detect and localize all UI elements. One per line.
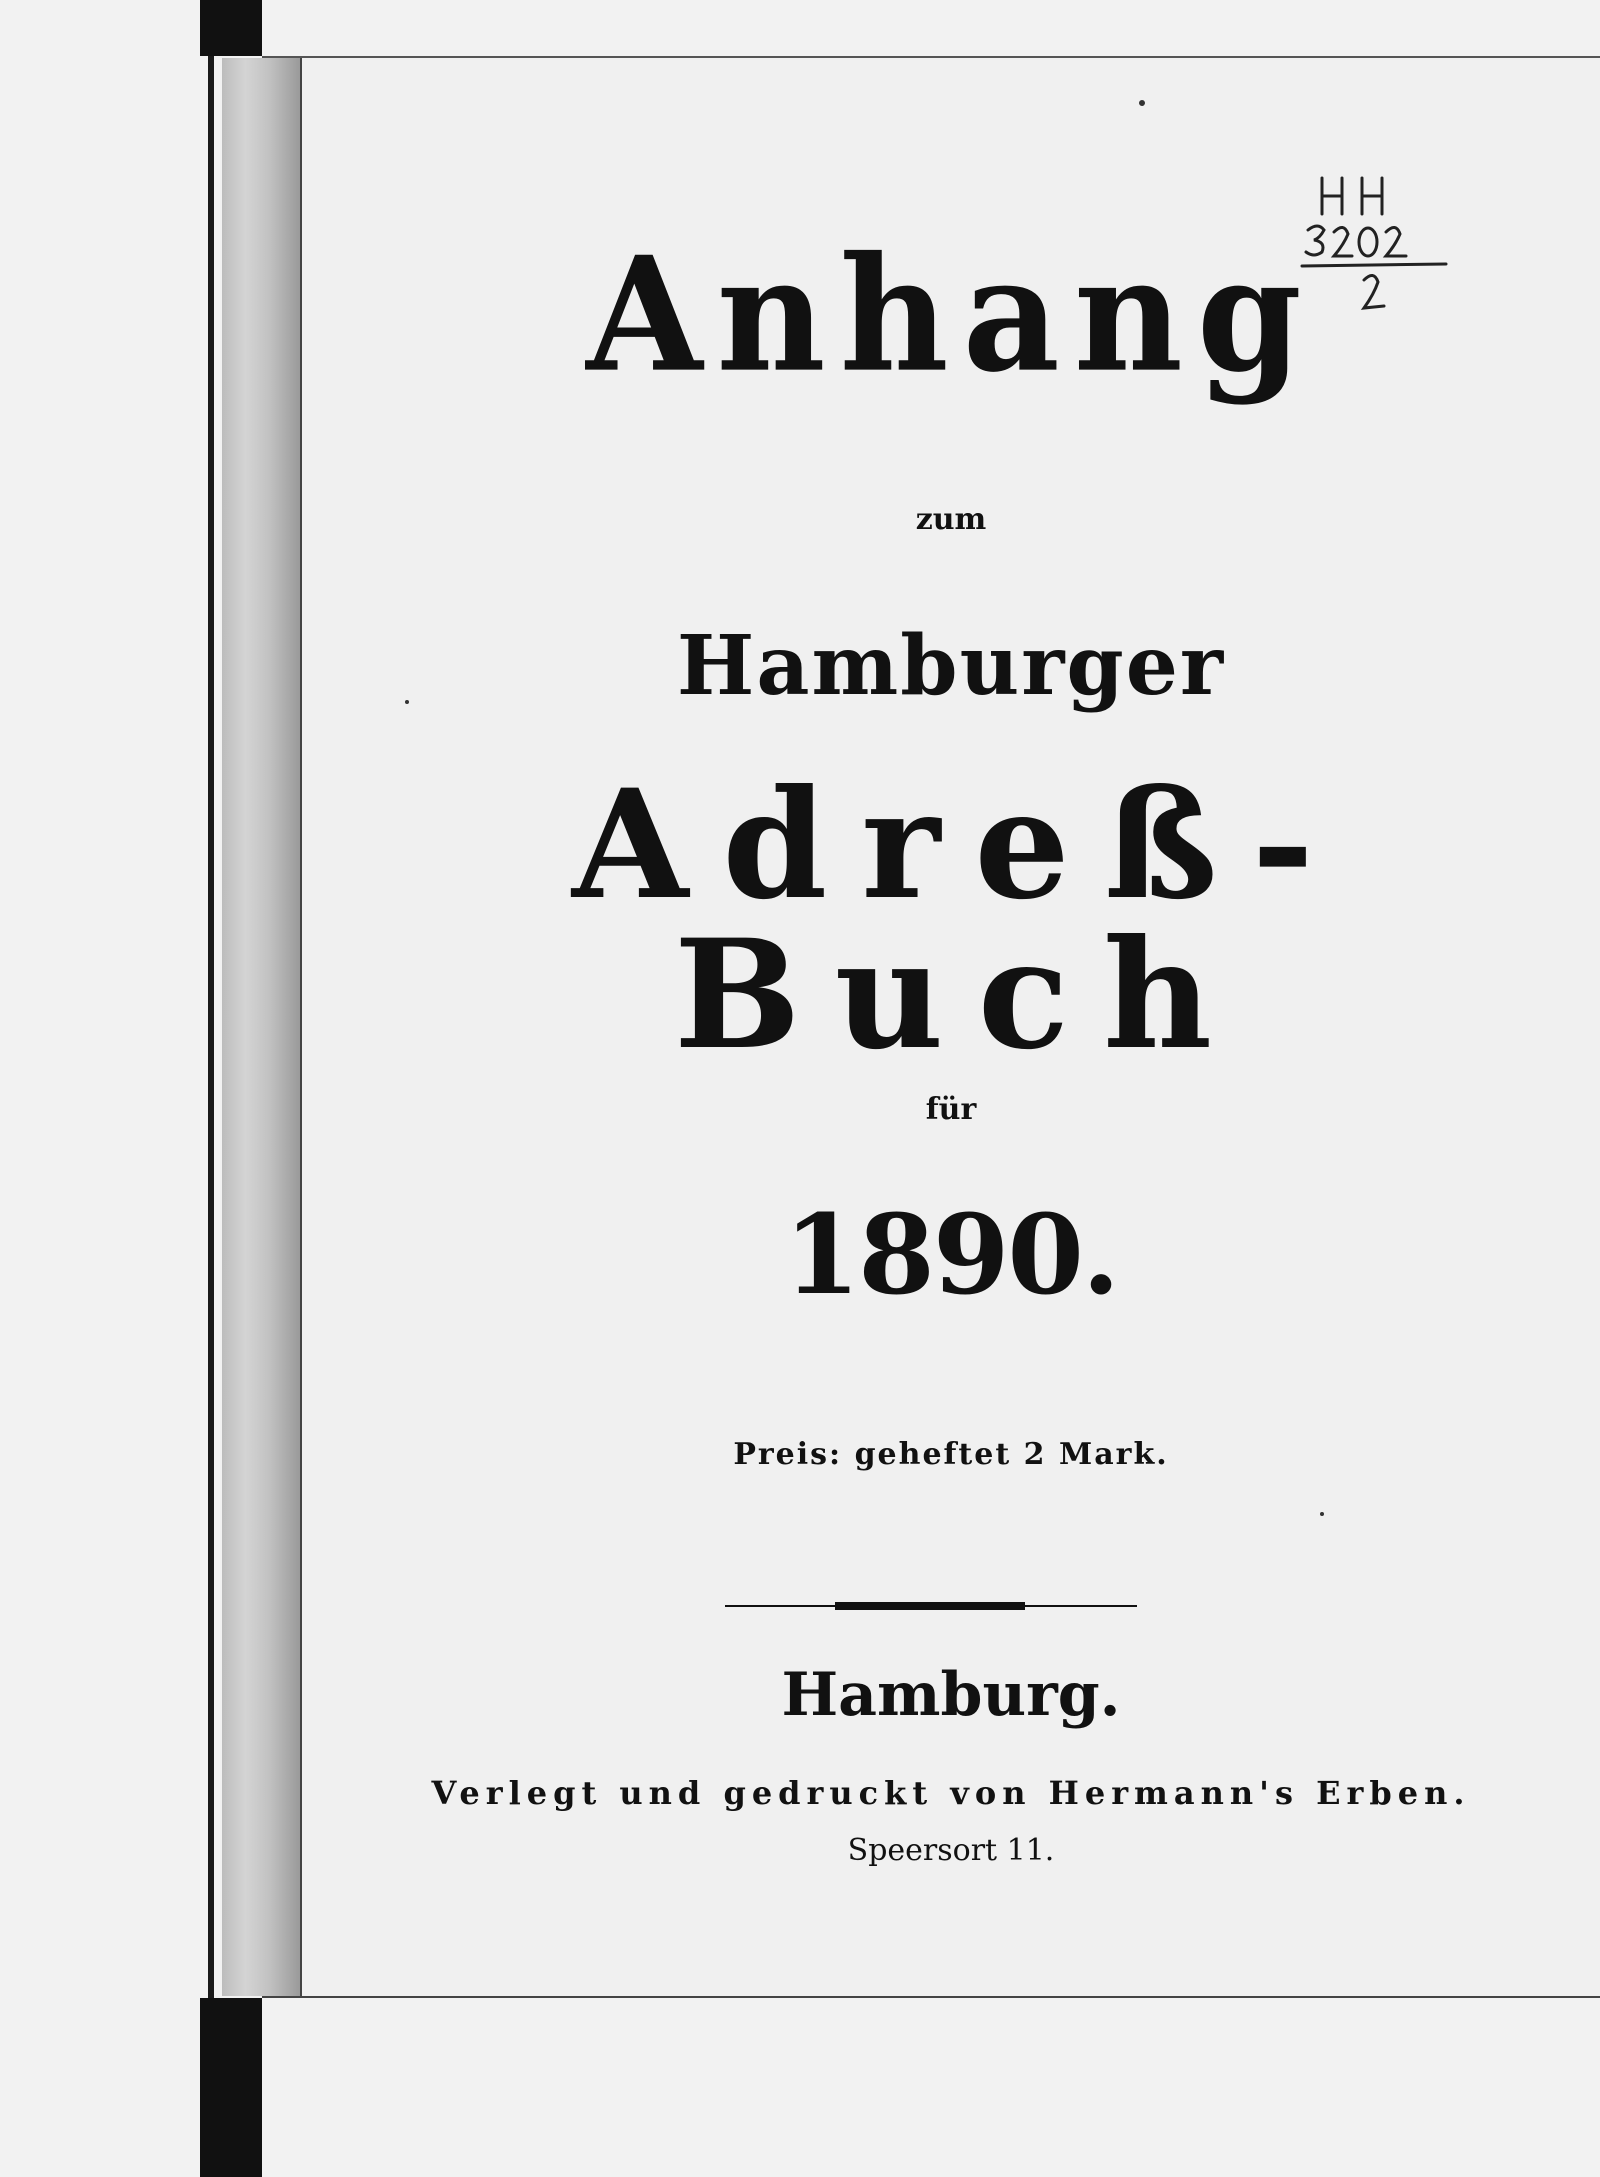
binding-strip	[222, 58, 303, 1996]
subtitle-hamburger: Hamburger	[676, 618, 1226, 714]
year-1890: 1890.	[783, 1190, 1119, 1319]
dust-speck	[1139, 100, 1145, 106]
title-anhang: Anhang	[586, 222, 1316, 408]
preposition-fuer: für	[925, 1092, 977, 1127]
film-edge-bottom	[200, 1998, 262, 2177]
ornamental-divider	[725, 1600, 1137, 1612]
dust-speck	[405, 700, 409, 704]
price-line: Preis: geheftet 2 Mark.	[733, 1437, 1169, 1472]
main-title-adressbuch: Adreß-Buch	[572, 757, 1348, 1083]
bottom-border	[262, 1996, 1600, 1998]
publisher-line: Verlegt und gedruckt von Hermann's Erben.	[431, 1774, 1471, 1812]
film-edge-line	[208, 0, 214, 2177]
city-hamburg: Hamburg.	[781, 1660, 1121, 1730]
dust-speck	[1320, 1512, 1324, 1516]
publisher-address: Speersort 11.	[847, 1833, 1055, 1868]
film-edge-top	[200, 0, 262, 56]
connector-zum: zum	[915, 502, 987, 537]
